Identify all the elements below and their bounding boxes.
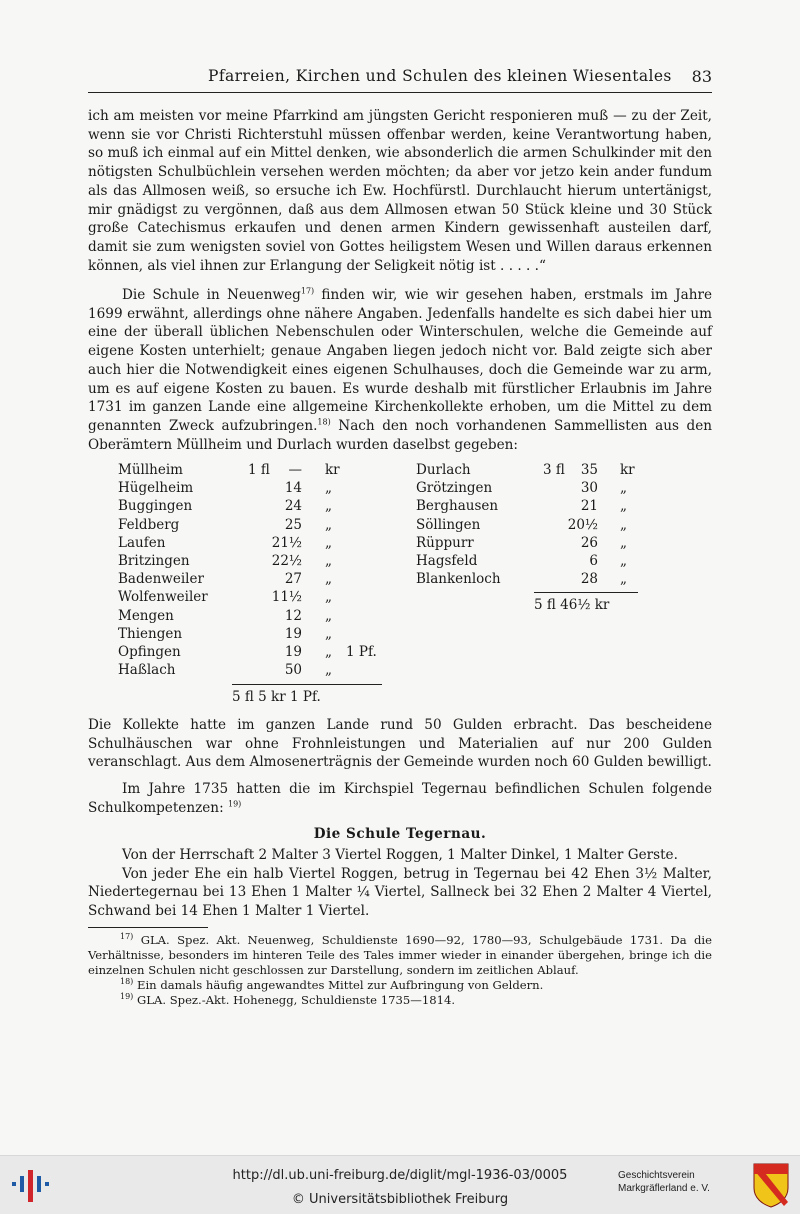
amount-unit: kr [620,462,635,478]
collection-table-muellheim [118,461,398,679]
footnote [88,993,712,1008]
footnote-text: GLA. Spez.-Akt. Hohenegg, Schuldienste 1735—1814. [133,993,456,1007]
amount-unit: „ [620,552,627,569]
table-row [118,661,398,679]
footnote-ref-19: 19) [227,799,242,809]
footnote-ref-17: 17) [300,286,315,296]
amount-gulden: 3 fl [543,462,565,478]
amount-value: 6 [589,552,598,569]
table-row [118,552,398,570]
place-name: Wolfenweiler [118,589,208,606]
copyright-notice: © Universitätsbibliothek Freiburg [291,1192,509,1207]
paragraph-5b-text: Von jeder Ehe ein halb Viertel Roggen, betrug in Tegernau bei 42 Ehen 3½ Malter, Niedertegernau bei 13 Ehen 1 Malter ¼ Viertel, Sallneck bei 32 Ehen 2 Malter 4 Viertel, Schwand bei 14 Ehen 1 Malter 1 Viertel. [88,865,712,920]
place-name: Müllheim [118,462,183,478]
amount-value: 12 [284,607,302,624]
place-name: Rüppurr [416,534,474,551]
paragraph-1 [88,107,712,275]
sum-durlach: 5 fl 46½ kr [534,597,610,613]
amount-unit: kr [325,462,340,478]
amount-value: 19 [284,625,302,642]
amount-value: 35 [580,462,598,478]
crest-icon [752,1162,790,1208]
amount-value: 21 [580,498,598,515]
place-name: Durlach [416,462,471,478]
footnote-text: GLA. Spez. Akt. Neuenweg, Schuldienste 1690—92, 1780—93, Schulgebäude 1731. Da die Verhältnisse, besonders im hinteren Teile des Tales immer wieder in einander übergehen, bringe ich die einzelnen Schulen nicht geschlossen zur Darstellung, sondern im zeitlichen Ablauf. [88,933,712,977]
place-name: Berghausen [416,498,499,515]
place-name: Badenweiler [118,571,204,588]
page-number: 83 [691,67,712,86]
collection-table-durlach [416,461,656,588]
footnote-mark: 19) [120,992,134,1002]
place-name: Opfingen [118,643,181,660]
header-title: Pfarreien, Kirchen und Schulen des kleinen Wiesentales [208,67,672,85]
table-row [416,534,656,552]
amount-value: 20½ [567,516,598,533]
viewer-footer [0,1155,800,1214]
amount-unit: „ [325,625,332,642]
paragraph-4-text: Im Jahre 1735 hatten die im Kirchspiel Tegernau befindlichen Schulen folgende Schulkompetenzen: [88,781,712,816]
paragraph-2 [88,286,712,454]
table-row [416,516,656,534]
running-header [88,62,712,93]
table-row [118,534,398,552]
society-name [618,1169,710,1195]
table-row [416,497,656,515]
place-name: Mengen [118,607,174,624]
paragraph-4 [88,780,712,817]
table-row [416,570,656,588]
sum-rule-muellheim [232,684,382,685]
footnotes [88,933,712,1008]
table-row [118,497,398,515]
place-name: Hügelheim [118,480,194,497]
amount-value: 19 [284,643,302,660]
amount-unit: „ [620,571,627,588]
footnote-mark: 17) [120,932,134,942]
amount-unit: „ [620,516,627,533]
place-name: Laufen [118,534,166,551]
place-name: Buggingen [118,498,193,515]
amount-unit: „ [325,552,332,569]
table-row [118,516,398,534]
paragraph-2-a: Die Schule in Neuenweg [122,287,301,303]
amount-unit: „ [325,498,332,515]
table-row [416,552,656,570]
amount-value: 30 [580,480,598,497]
society-line-1: Geschichtsverein [618,1170,695,1181]
place-name: Haßlach [118,662,176,679]
amount-unit: „ [325,480,332,497]
paragraph-5 [88,846,712,921]
amount-value: 21½ [271,534,302,551]
society-line-2: Markgräflerland e. V. [618,1183,710,1194]
paragraph-2-b: finden wir, wie wir gesehen haben, erstmals im Jahre 1699 erwähnt, allerdings ohne nähere Angaben. Jedenfalls handelte es sich dabei hier um eine der überall üblichen Nebenschulen oder Winterschulen, welche die Gemeinde auf eigene Kosten unterhielt; genaue Angaben liegen jedoch nicht vor. Bald zeigte sich aber auch hier die Notwendigkeit eines eigenen Schulhauses, doch die Gemeinde war zu arm, um es auf eigene Kosten zu bauen. Es wurde deshalb mit fürstlicher Erlaubnis im Jahre 1731 im ganzen Lande eine allgemeine Kirchenkollekte erhoben, um die Mittel zu dem genannten Zweck aufzubringen. [88,287,712,434]
footnote-text: Ein damals häufig angewandtes Mittel zur Aufbringung von Geldern. [133,978,544,992]
amount-unit: „ [620,498,627,515]
footnote-ref-18: 18) [317,417,331,427]
amount-unit: „ [325,516,332,533]
paragraph-1-text: ich am meisten vor meine Pfarrkind am jüngsten Gericht responieren muß — zu der Zeit, wenn sie vor Christi Richterstuhl müssen offenbar werden, keine Verantwortung haben, so muß ich einmal auf ein Mittel denken, wie absonderlich die armen Schulkinder mit den nötigsten Schulbüchlein versehen werden möchten; da aber vor jetzo kein ander fundum als das Allmosen weiß, so ersuche ich Ew. Hochfürstl. Durchlaucht hierum untertänigst, mir gnädigst zu vergönnen, daß aus dem Allmosen etwan 50 Stück kleine und 30 Stück große Catechismus erkaufen und denen armen Kindern gewissenhaft austeilen darf, damit sie zum wenigsten soviel von Gottes heiligstem Wesen und Willen daraus erkennen können, als viel ihnen zur Erlangung der Seligkeit nötig ist . . . . .“ [88,108,712,274]
amount-unit: „ [620,480,627,497]
footnote [88,933,712,978]
document-url[interactable]: http://dl.ub.uni-freiburg.de/diglit/mgl-1936-03/0005 [232,1168,568,1183]
amount-unit: „ [325,534,332,551]
place-name: Thiengen [118,625,183,642]
amount-value: 14 [284,480,302,497]
amount-value: 50 [284,662,302,679]
table-row [118,479,398,497]
paragraph-5a-text: Von der Herrschaft 2 Malter 3 Viertel Roggen, 1 Malter Dinkel, 1 Malter Gerste. [122,847,678,863]
paragraph-3-text: Die Kollekte hatte im ganzen Lande rund 50 Gulden erbracht. Das bescheidene Schulhäuschen war ohne Frohnleistungen und Materialien auf nur 200 Gulden veranschlagt. Aus dem Almosenerträgnis der Gemeinde wurden noch 60 Gulden bewilligt. [88,717,712,771]
paragraph-3 [88,716,712,772]
table-row [416,479,656,497]
place-name: Feldberg [118,516,180,533]
amount-value: 25 [284,516,302,533]
table-row [118,643,398,661]
paragraph-2-c: Nach den noch vorhandenen Sammellisten aus den Oberämtern Müllheim und Durlach wurden daselbst gegeben: [88,417,712,453]
table-row [118,461,398,479]
place-name: Hagsfeld [416,552,478,569]
table-row [416,461,656,479]
amount-value: 28 [580,571,598,588]
amount-extra: 1 Pf. [346,643,377,660]
sum-rule-durlach [534,592,638,593]
amount-unit: „ [325,571,332,588]
place-name: Grötzingen [416,480,493,497]
amount-unit: „ [620,534,627,551]
section-heading: Die Schule Tegernau. [313,826,487,842]
table-row [118,625,398,643]
footnote [88,978,712,993]
amount-value: 24 [284,498,302,515]
footnote-rule [88,927,208,928]
table-row [118,570,398,588]
amount-value: 22½ [271,552,302,569]
table-row [118,588,398,606]
amount-value: 11½ [271,589,302,606]
place-name: Söllingen [416,516,481,533]
amount-gulden: 1 fl [248,462,270,478]
footnote-mark: 18) [120,977,134,987]
place-name: Britzingen [118,552,190,569]
amount-unit: „ [325,607,332,624]
amount-value: 26 [580,534,598,551]
amount-value: — [288,462,302,478]
amount-value: 27 [284,571,302,588]
amount-unit: „ [325,589,332,606]
amount-unit: „ [325,643,332,660]
table-row [118,607,398,625]
amount-unit: „ [325,662,332,679]
sum-muellheim: 5 fl 5 kr 1 Pf. [232,689,321,705]
place-name: Blankenloch [416,571,501,588]
